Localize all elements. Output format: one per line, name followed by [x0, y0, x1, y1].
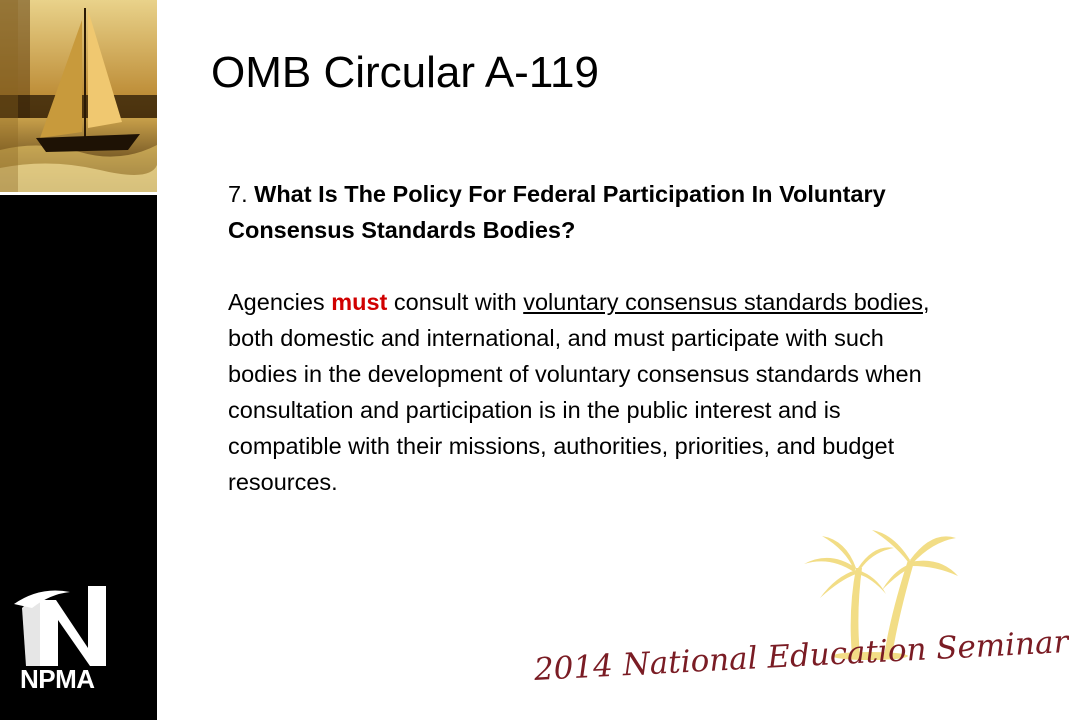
npma-logo-text: NPMA — [20, 664, 95, 694]
heading-number: 7. — [228, 181, 248, 207]
slide-body — [228, 176, 944, 500]
photo-divider — [0, 192, 157, 195]
seminar-banner: 2014 National Education Seminar — [533, 624, 1069, 688]
policy-paragraph — [228, 284, 944, 500]
emphasis-must: must — [331, 289, 388, 315]
heading-text: What Is The Policy For Federal Participation In Voluntary Consensus Standards Bodies? — [228, 181, 886, 243]
paragraph-text-1: Agencies — [228, 289, 332, 315]
paragraph-text-2: consult with — [387, 289, 524, 315]
section-heading — [228, 176, 944, 248]
sailboat-image — [0, 0, 157, 192]
slide-title: OMB Circular A-119 — [211, 48, 599, 97]
sidebar — [0, 0, 157, 720]
paragraph-text-3: , both domestic and international, and must participate with such bodies in the development of voluntary consensus standards when consultation and participation is in the public interest and is compatible with their missions, authorities, priorities, and budget resources. — [228, 289, 930, 495]
underlined-term: voluntary consensus standards bodies — [523, 289, 923, 315]
